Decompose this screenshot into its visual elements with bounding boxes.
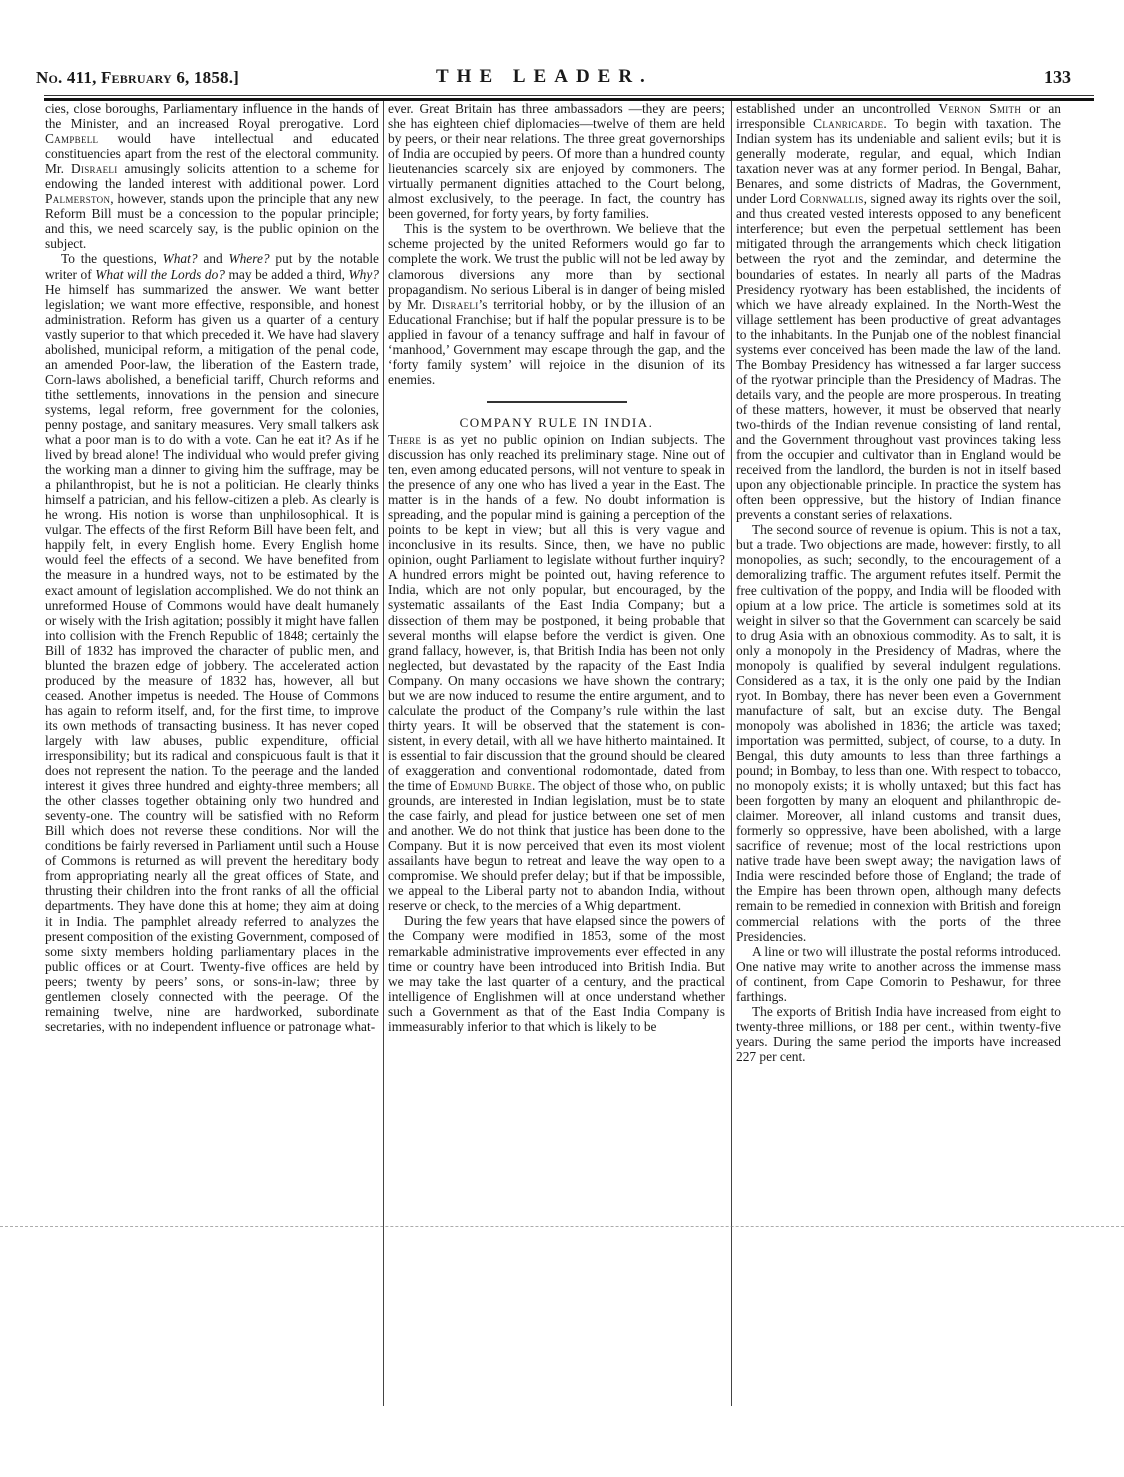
paragraph: This is the system to be overthrown. We believe that the scheme projected by the united Reformers would go far to complete the work. We trust the public will not be led away by clamorous diversions any more than by sectional propagandism. No serious Liberal is in danger of being misled by Mr. Disraeli’s territorial hobby, or by the illusion of an Educational Franchise; but if half the popular pressure is to be applied in favour of a tenancy suffrage and half in favour of ‘manhood,’ Government may escape through the gap, and the ‘forty family system’ will rejoice in the disunion of its enemies.	[388, 221, 726, 387]
paragraph: During the few years that have elapsed since the powers of the Company were modified in 1853, some of the most remarkable administrative improvements ever effected in any time or country have been introduced into British India. But we may take the last quarter of a century, and the practical intelligence of Englishmen will at once understand whether such a Government as that of the East India Company is immeasurably inferior to that which is likely to be	[388, 913, 725, 1034]
newspaper-title: THE LEADER.	[436, 66, 653, 87]
italic-phrase: Where?	[228, 251, 270, 267]
paragraph: There is as yet no public opinion on Indian subjects. The discussion has only reached its preliminary stage. Nine out of ten, even among educated persons, will not venture to speak in the presence of any one who has lived a year in the East. The matter is in the hands of a few. No doubt information is spreading, and the popular mind is gaining a perception of the points to be kept in view; but all this is very vague and inconclusive in its results. Since, then, we have no public opinion, ought Parliament to legislate without further inquiry? A hundred errors might be pointed out, having reference to India, which are not only popular, but encouraged, by the systematic assailants of the East India Company; but a dissection of them may be postponed, it being probable that several months will elapse before the verdict is given. One grand fallacy, however, is, that British India has been not only neglected, but devastated by the rapacity of the East India Company. On many occasions we have shown the contrary; but we are now induced to resume the entire argument, and to calculate the product of the Company’s rule within the last thirty years. It will be observed that the statement is consistent, in every detail, with all we have hitherto maintained. It is essential to fair discussion that the ground should be cleared of exaggeration and conventional rodomontade, dated from the time of Edmund Burke. The object of those who, on public grounds, are interested in Indian legislation, must be to state the case fairly, and plead for justice between one set of men and another. We do not think that justice has been done to the Company. But it is now perceived that even its most violent assailants have begun to retreat and leave the way open to a compromise. We should prefer delay; but if that be impossible, we appeal to the Liberal party not to abandon India, without reserve or check, to the mercies of a Whig department.	[388, 431, 726, 914]
person-name: Palmerston	[45, 191, 111, 207]
column-2	[388, 101, 725, 1034]
person-name: Disraeli	[431, 296, 479, 312]
paragraph: cies, close boroughs, Parliamentary influence in the hands of the Minister, and an increased Royal prerogative. Lord Campbell would have intellectual and educated constituencies apart from the rest of the electoral community. Mr. Disraeli amusingly solicits attention to a scheme for endowing the landed interest with additional power. Lord Palmerston, however, stands upon the principle that any new Reform Bill must be a concession to the popular principle; and this, we need scarcely say, is the public opinion on the subject.	[45, 101, 379, 252]
article-heading: COMPANY RULE IN INDIA.	[459, 414, 654, 430]
issue-date: No. 411, February 6, 1858.]	[36, 68, 240, 87]
book-title: What will the Lords do?	[95, 266, 225, 282]
italic-phrase: Why?	[348, 266, 379, 282]
masthead	[36, 66, 1089, 96]
person-name: Clanricarde	[813, 116, 884, 132]
person-name: Vernon Smith	[938, 101, 1022, 116]
person-name: Campbell	[45, 131, 99, 147]
italic-phrase: What?	[162, 251, 198, 267]
paragraph: To the questions, What? and Where? put by the notable writer of What will the Lords do? may be added a third, Why? He himself has summarized the answer. We want better legislation; we want more effective, responsible, and honest administration. Reform has given us a quarter of a century vastly superior to that which preceded it. We have had slavery abolished, municipal reform, a mitigation of the penal code, an amended Poor-law, the liberation of the Eastern trade, Corn-laws abolished, a beneficial tariff, Church reforms and tithe settlements, innovations in the pension and sinecure systems, legal reform, free government for the colonies, penny postage, and sanitary measures. Very small talkers ask what a poor man is to do with a vote. Can he eat it? As if he lived by bread alone! The individual who would prefer giving the working man a dinner to giving him the suffrage, may be a philanthropist, but he is not a politician. He clearly thinks himself a patrician, and his fellow-citizen a pleb. As clearly is he wrong. His notion is worse than unphilosophical. It is vulgar. The effects of the first Reform Bill have been felt, and happily felt, in every English home. Every English home would feel the effects of a second. We have benefited from the measure in a hundred ways, not to be estimated by the exact amount of legislation accomplished. We do not think an unreformed House of Commons would have dealt humanely or wisely with the Irish agitation; possibly it might have fallen into collision with the French Republic of 1848; certainly the Bill of 1832 has improved the character of public men, and blunted the brazen edge of jobbery. The accelerated action produced by the measure of 1832 has, however, all but ceased. Another impetus is needed. The House of Commons has again to reform itself, and, for the first time, to improve its own methods of transacting business. It has never coped largely with law abuses, public expenditure, official irresponsibility; but its radical and conspicuous fault is that it does not represent the nation. To the peerage and the landed interest it gives three hundred and eighty-three members; all the other classes together obtaining only two hundred and seventy-one. The country will be satisfied with no Reform Bill which does not reverse these conditions. Nor will the conditions be fairly reversed in Parliament until such a House of Commons is returned as will prevent the hereditary body from appropriating nearly all the great offices of State, and thrusting their children into the front ranks of all the official departments. They have done this at home; they aim at doing it in India. The pamphlet already referred to analyzes the present composition of the existing Government, composed of some sixty members holding parliamentary places in the public offices or at Court. Twenty-five offices are held by peers; twenty by peers’ sons, or sons-in-law; three by gentlemen closely connected with the peerage. Of the remaining twelve, nine are hardworked, subordinate secretaries, with no independent influence or patronage what-	[45, 251, 380, 1034]
paragraph: A line or two will illustrate the postal reforms introduced. One native may write to another across the immense mass of continent, from Cape Comorin to Peshawur, for three farthings.	[736, 943, 1061, 1004]
column-3	[736, 101, 1061, 1064]
column-divider	[383, 101, 384, 1406]
paragraph: ever. Great Britain has three ambassadors —they are peers; she has eighteen chief diplomacies—twelve of them are held by peers, or their near relations. The three great governorships of India are occupied by peers. Of more than a hundred county lieutenancies scarcely six are enjoyed by commoners. The virtually permanent dignities attached to the Court belong, almost exclusively, to the peerage. In fact, the country has been governed, for forty years, by forty families.	[388, 101, 725, 222]
person-name: Disraeli	[70, 161, 118, 177]
column-divider	[731, 101, 732, 1406]
paragraph: The second source of revenue is opium. This is not a tax, but a trade. Two objections are made, however: firstly, to all monopolies, as such; secondly, to the encouragement of a demoralizing traffic. The argument refutes itself. Permit the free cultivation of the poppy, and India will be flooded with opium at a low price. The article is sometimes sold at its weight in silver so that the Government can scarcely be said to drug Asia with an obnoxious commodity. As to salt, it is only a monopoly in the Presidency of Madras, where the monopoly is qualified by several indulgent regulations. Considered as a tax, it is the only one paid by the Indian ryot. In Bombay, there has never been even a Government manufacture of salt, but an excise duty. The Bengal monopoly was abolished in 1836; the article was taxed; importation was permitted, subject, of course, to a duty. In Bengal, this duty amounts to less than three farthings a pound; in Bombay, to less than one. With respect to tobacco, no monopoly exists; it is wholly untaxed; but this fact has been forgotten by many an eloquent and philanthropic declaimer. Moreover, all inland customs and transit dues, formerly so oppressive, have been abolished, with a large sacrifice of revenue; most of the local restrictions upon native trade have been swept away; the navigation laws of India were rescinded before those of England; the trade of the Empire has been thrown open, although many defects remain to be remedied in connexion with British and foreign commercial relations with the ports of the three Presidencies.	[736, 522, 1061, 944]
person-name: Edmund Burke	[449, 778, 533, 794]
page-number: 133	[1044, 67, 1071, 87]
paragraph: established under an uncontrolled Vernon Smith or an irresponsible Clanricarde. To begin with taxation. The Indian system has its undeniable and salient evils; but it is generally moderate, regular, and equal, which Indian taxation never was at any former period. In Bengal, Bahar, Benares, and some districts of Madras, the Government, under Lord Cornwallis, signed away its rights over the soil, and thus created vested interests opposed to any beneficent interference; but even the perpetual settlement has been mitigated through the arrangements which check litigation between the ryot and the zemindar, and determine the boundaries of estates. In nearly all parts of the Madras Presidency ryotwary has been established, the incidents of which we have already explained. In the North-West the village settlement has been productive of great advantages to the inhabitants. In the Punjab one of the noblest financial systems ever conceived has been made the law of the land. The Bombay Presidency has witnessed a far larger success of the ryotwar principle than the Presidency of Madras. The details vary, and the people are more prosperous. In treating of these matters, however, it must be observed that nearly two-thirds of the Indian revenue consisting of land rental, and the Government throughout vast provinces taking less from the occupier and cultivator than in England would be received from the landlord, the burden is not in itself based upon any objectionable principle. In practice the system has often been oppressive, but the history of Indian finance prevents a constant series of relaxations.	[736, 101, 1061, 523]
page-fold-line	[0, 1226, 1124, 1227]
masthead-rule-thin	[44, 95, 1094, 96]
section-divider	[487, 401, 627, 403]
paragraph: The exports of British India have increased from eight to twenty-three millions, or 188 per cent., within twenty-five years. During the same period the imports have increased 227 per cent.	[736, 1003, 1061, 1064]
person-name: Cornwallis	[799, 191, 864, 207]
lead-word: There	[388, 431, 422, 447]
column-1	[45, 101, 379, 1034]
